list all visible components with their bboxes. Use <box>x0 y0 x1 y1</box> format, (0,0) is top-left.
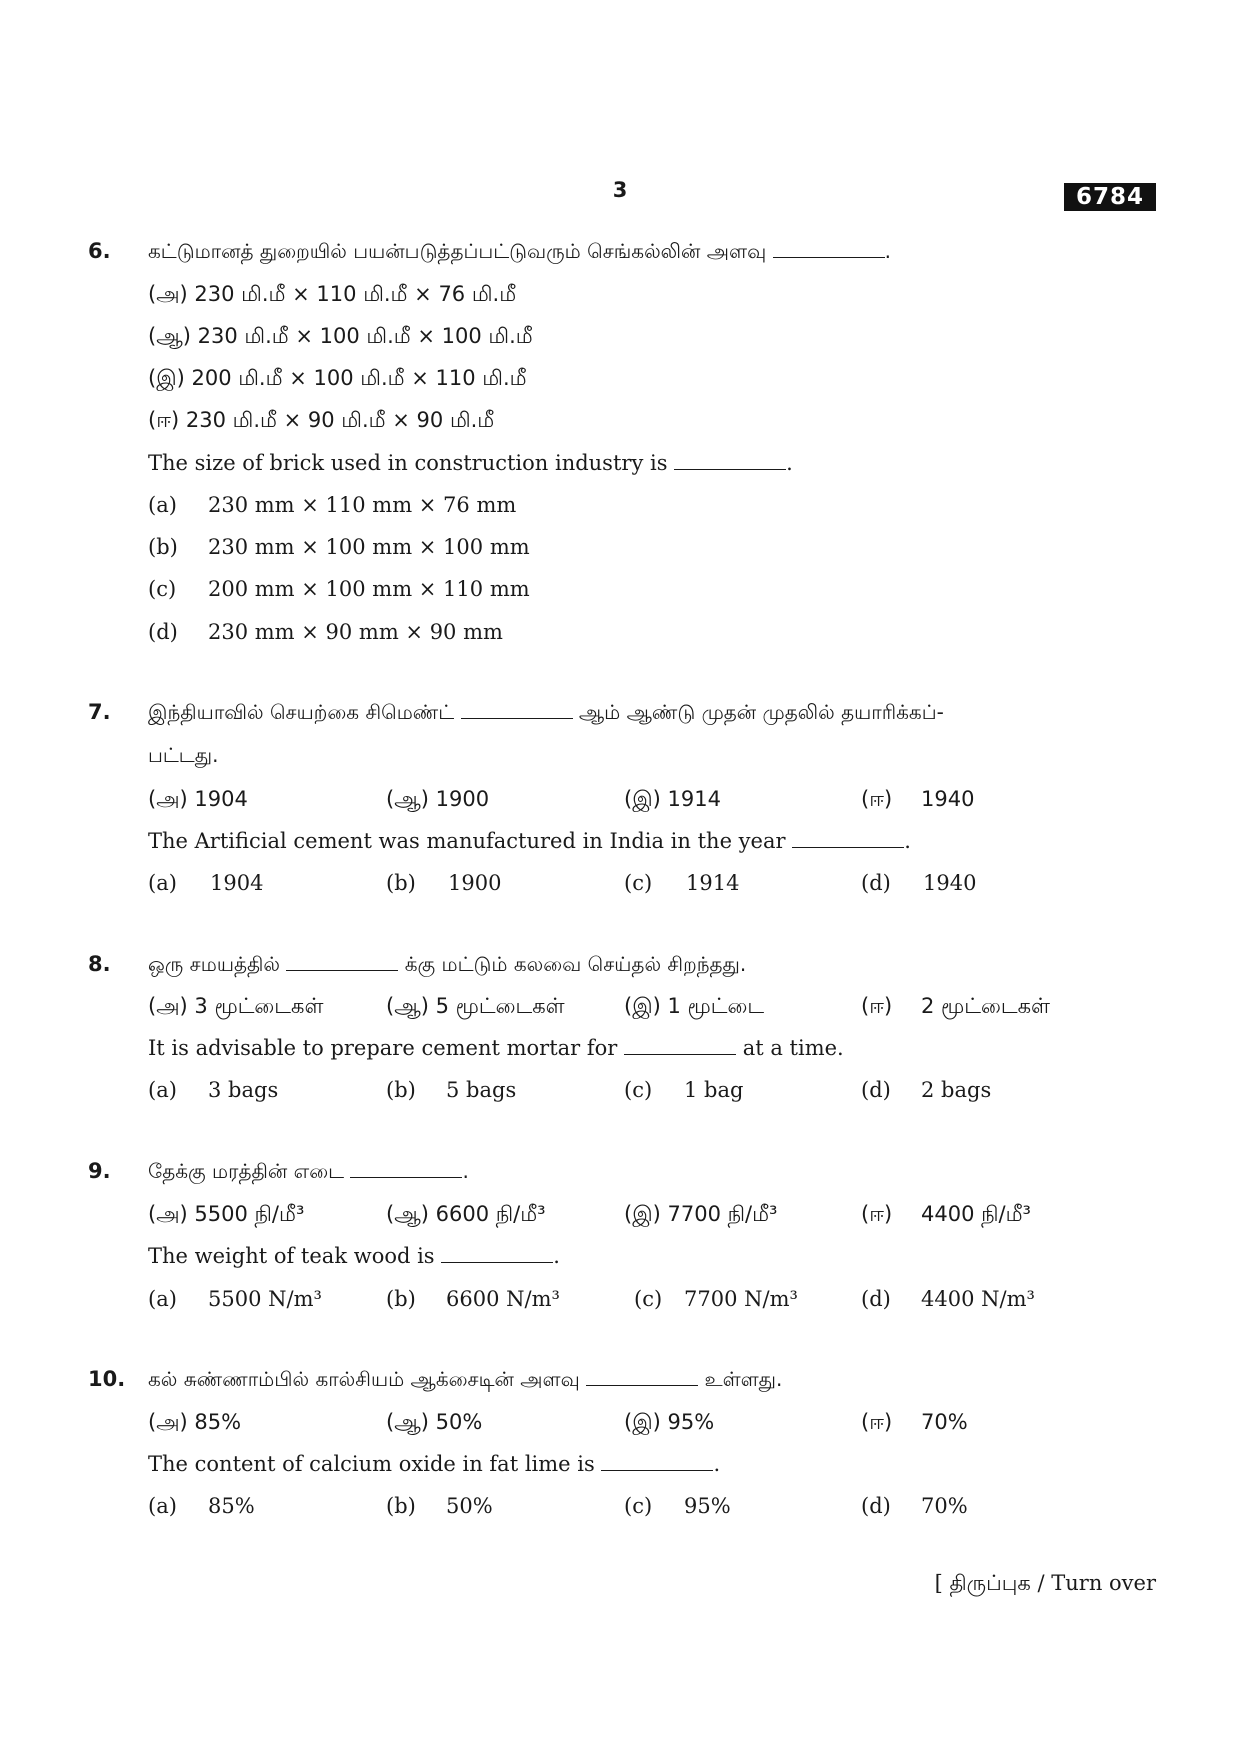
option-tamil: (அ) 3 மூட்டைகள் <box>148 994 324 1018</box>
question-number: 7. <box>88 700 111 724</box>
question-stem-english: The size of brick used in construction industry is . <box>148 451 793 475</box>
option-english: (c) 1 bag <box>624 1078 744 1102</box>
question-stem-english: The weight of teak wood is . <box>148 1244 560 1268</box>
question-stem-tamil: இந்தியாவில் செயற்கை சிமெண்ட் ஆம் ஆண்டு முதன் முதலில் தயாரிக்கப்- <box>148 700 944 724</box>
option-english: (b) 230 mm × 100 mm × 100 mm <box>148 535 530 559</box>
option-tamil: (அ) 5500 நி/மீ³ <box>148 1202 305 1226</box>
option-tamil: (ஆ) 6600 நி/மீ³ <box>386 1202 546 1226</box>
option-tamil: (ஆ) 230 மி.மீ × 100 மி.மீ × 100 மி.மீ <box>148 324 533 348</box>
option-tamil: (ஆ) 50% <box>386 1410 483 1434</box>
question-number: 6. <box>88 239 111 263</box>
option-tamil: (இ) 1914 <box>624 787 721 811</box>
option-tamil: (அ) 85% <box>148 1410 242 1434</box>
question-number: 10. <box>88 1367 126 1391</box>
question-stem-english: It is advisable to prepare cement mortar for at a time. <box>148 1036 844 1060</box>
option-tamil: (அ) 1904 <box>148 787 248 811</box>
option-tamil: (ஈ) 70% <box>861 1410 968 1434</box>
option-tamil: (இ) 7700 நி/மீ³ <box>624 1202 778 1226</box>
option-tamil: (ஈ) 2 மூட்டைகள் <box>861 994 1050 1018</box>
option-english: (d) 230 mm × 90 mm × 90 mm <box>148 620 503 644</box>
question-stem-tamil: கட்டுமானத் துறையில் பயன்படுத்தப்பட்டுவரும் செங்கல்லின் அளவு . <box>148 239 891 263</box>
option-english: (d) 70% <box>861 1494 968 1518</box>
option-english: (d) 2 bags <box>861 1078 992 1102</box>
option-tamil: (அ) 230 மி.மீ × 110 மி.மீ × 76 மி.மீ <box>148 282 517 306</box>
page-number: 3 <box>612 178 628 202</box>
option-english: (c) 1914 <box>624 871 740 895</box>
option-english: (b) 6600 N/m³ <box>386 1287 560 1311</box>
paper-code-badge: 6784 <box>1064 183 1156 211</box>
option-english: (b) 50% <box>386 1494 493 1518</box>
question-stem-english: The Artificial cement was manufactured in India in the year . <box>148 829 911 853</box>
option-english: (c) 200 mm × 100 mm × 110 mm <box>148 577 530 601</box>
option-tamil: (ஈ) 4400 நி/மீ³ <box>861 1202 1031 1226</box>
option-tamil: (இ) 95% <box>624 1410 715 1434</box>
question-stem-english: The content of calcium oxide in fat lime is . <box>148 1452 721 1476</box>
option-tamil: (ஈ) 1940 <box>861 787 975 811</box>
option-english: (a) 3 bags <box>148 1078 279 1102</box>
question-stem-tamil-continued: பட்டது. <box>148 743 219 767</box>
option-tamil: (ஈ) 230 மி.மீ × 90 மி.மீ × 90 மி.மீ <box>148 408 495 432</box>
option-english: (a) 5500 N/m³ <box>148 1287 322 1311</box>
option-english: (d) 1940 <box>861 871 977 895</box>
option-english: (b) 1900 <box>386 871 502 895</box>
option-tamil: (ஆ) 5 மூட்டைகள் <box>386 994 565 1018</box>
option-english: (c) 7700 N/m³ <box>634 1287 798 1311</box>
option-english: (a) 1904 <box>148 871 264 895</box>
option-english: (a) 85% <box>148 1494 255 1518</box>
option-tamil: (இ) 1 மூட்டை <box>624 994 765 1018</box>
question-number: 9. <box>88 1159 111 1183</box>
option-tamil: (ஆ) 1900 <box>386 787 490 811</box>
turn-over-note: [ திருப்புக / Turn over <box>934 1571 1156 1595</box>
option-english: (a) 230 mm × 110 mm × 76 mm <box>148 493 517 517</box>
option-tamil: (இ) 200 மி.மீ × 100 மி.மீ × 110 மி.மீ <box>148 366 527 390</box>
option-english: (c) 95% <box>624 1494 731 1518</box>
option-english: (b) 5 bags <box>386 1078 517 1102</box>
question-stem-tamil: கல் சுண்ணாம்பில் கால்சியம் ஆக்சைடின் அளவு உள்ளது. <box>148 1367 783 1391</box>
question-number: 8. <box>88 952 111 976</box>
question-stem-tamil: தேக்கு மரத்தின் எடை . <box>148 1159 469 1183</box>
question-stem-tamil: ஒரு சமயத்தில் க்கு மட்டும் கலவை செய்தல் சிறந்தது. <box>148 952 747 976</box>
option-english: (d) 4400 N/m³ <box>861 1287 1035 1311</box>
